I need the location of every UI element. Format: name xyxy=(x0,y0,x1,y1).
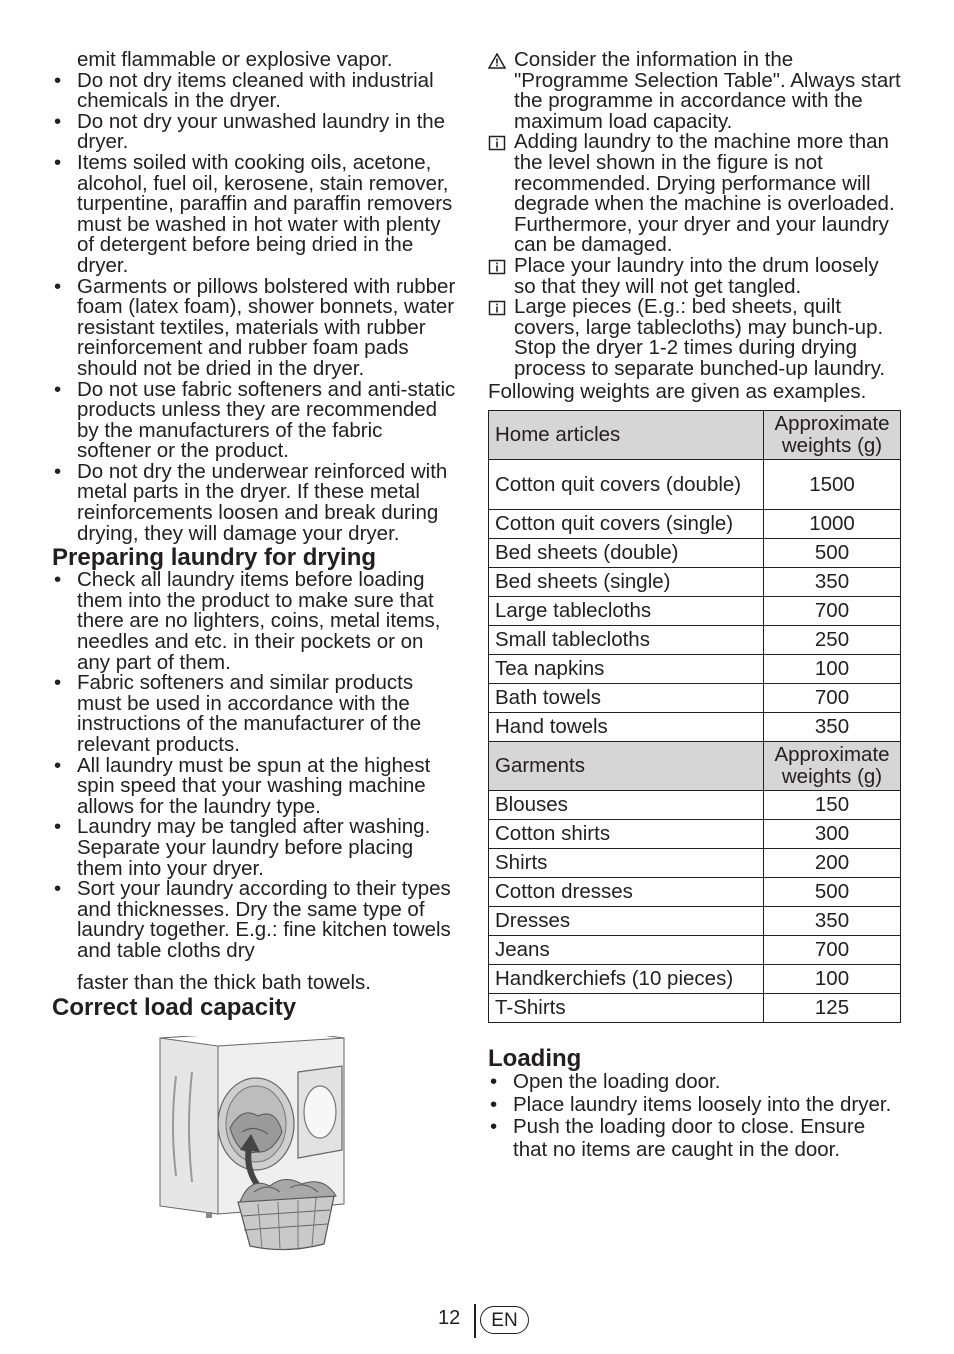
continued-text: emit flammable or explosive vapor. xyxy=(77,48,393,71)
table-row xyxy=(489,713,901,742)
table-row xyxy=(489,791,901,820)
table-cell: 700 xyxy=(764,597,901,626)
table-cell: 1500 xyxy=(764,460,901,510)
right-column xyxy=(488,50,902,1161)
note-info xyxy=(488,132,902,256)
heading-correct-load: Correct load capacity xyxy=(52,994,297,1022)
note-warning xyxy=(488,50,902,132)
table-cell: Bed sheets (single) xyxy=(489,568,764,597)
header-cell: Garments xyxy=(489,742,764,791)
table-cell: Jeans xyxy=(489,936,764,965)
list-item: • Open the loading door. xyxy=(488,1071,902,1094)
info-icon xyxy=(488,300,506,316)
table-row xyxy=(489,510,901,539)
table-cell: Cotton dresses xyxy=(489,878,764,907)
table-row xyxy=(489,684,901,713)
table-cell: 350 xyxy=(764,568,901,597)
table-cell: 500 xyxy=(764,539,901,568)
continued-text-2: faster than the thick bath towels. xyxy=(77,970,371,994)
header-cell: Approximate weights (g) xyxy=(764,411,901,460)
table-row xyxy=(489,460,901,510)
list-item: • Check all laundry items before loading them into the product to make sure that there are no lighters, coins, metal items, needles and etc. in their pockets or on any part of them. xyxy=(52,570,462,673)
header-cell: Home articles xyxy=(489,411,764,460)
table-row xyxy=(489,626,901,655)
table-cell: 300 xyxy=(764,820,901,849)
list-item: • Do not dry items cleaned with industrial chemicals in the dryer. xyxy=(52,71,462,112)
table-cell: Cotton shirts xyxy=(489,820,764,849)
table-row xyxy=(489,539,901,568)
table-header-row xyxy=(489,742,901,791)
table-row xyxy=(489,655,901,684)
table-cell: Large tablecloths xyxy=(489,597,764,626)
page-footer xyxy=(0,1304,954,1338)
note-text: Place your laundry into the drum loosely so that they will not get tangled. xyxy=(514,253,879,298)
table-cell: 700 xyxy=(764,936,901,965)
table-cell: 250 xyxy=(764,626,901,655)
table-cell: T-Shirts xyxy=(489,994,764,1023)
note-info xyxy=(488,253,902,298)
note-text: Large pieces (E.g.: bed sheets, quilt covers, large tablecloths) may bunch-up. Stop the dryer 1-2 times during drying process to separate bunched-up laundry. xyxy=(514,295,886,380)
table-cell: Handkerchiefs (10 pieces) xyxy=(489,965,764,994)
preparing-bullet-list xyxy=(52,570,462,961)
table-cell: Hand towels xyxy=(489,713,764,742)
table-row xyxy=(489,597,901,626)
info-icon xyxy=(488,135,506,151)
table-cell: Bed sheets (double) xyxy=(489,539,764,568)
table-cell: 100 xyxy=(764,655,901,684)
left-column xyxy=(52,50,462,1259)
loading-bullet-list xyxy=(488,1071,902,1161)
table-cell: 700 xyxy=(764,684,901,713)
table-cell: Cotton quit covers (single) xyxy=(489,510,764,539)
table-row xyxy=(489,907,901,936)
warning-icon xyxy=(488,53,506,69)
table-cell: 150 xyxy=(764,791,901,820)
list-item: • Items soiled with cooking oils, acetone, alcohol, fuel oil, kerosene, stain remover, turpentine, paraffin and paraffin removers must be washed in hot water with plenty of detergent before being dried in the dryer. xyxy=(52,153,462,277)
table-row xyxy=(489,849,901,878)
table-cell: Shirts xyxy=(489,849,764,878)
table-cell: Small tablecloths xyxy=(489,626,764,655)
table-row xyxy=(489,820,901,849)
list-item: • Place laundry items loosely into the dryer. xyxy=(488,1094,902,1117)
table-cell: Cotton quit covers (double) xyxy=(489,460,764,510)
table-row xyxy=(489,568,901,597)
table-cell: Bath towels xyxy=(489,684,764,713)
table-row xyxy=(489,936,901,965)
examples-text: Following weights are given as examples. xyxy=(488,379,867,403)
table-cell: 125 xyxy=(764,994,901,1023)
note-text: Consider the information in the "Programme Selection Table". Always start the programme in accordance with the maximum load capacity. xyxy=(514,48,901,133)
page-number: 12 xyxy=(438,1307,461,1329)
table-cell: Blouses xyxy=(489,791,764,820)
list-item: • Push the loading door to close. Ensure that no items are caught in the door. xyxy=(488,1116,902,1161)
table-cell: Dresses xyxy=(489,907,764,936)
table-row xyxy=(489,878,901,907)
info-icon xyxy=(488,259,506,275)
footer-divider xyxy=(474,1304,476,1338)
table-cell: 350 xyxy=(764,713,901,742)
table-cell: 100 xyxy=(764,965,901,994)
safety-bullet-list xyxy=(52,68,462,545)
note-info xyxy=(488,297,902,379)
table-cell: 200 xyxy=(764,849,901,878)
list-item: • Do not use fabric softeners and anti-static products unless they are recommended by the manufacturers of the fabric softener or the product. xyxy=(52,380,462,462)
list-item: • Garments or pillows bolstered with rubber foam (latex foam), shower bonnets, water resistant textiles, materials with rubber reinforcement and rubber foam pads should not be dried in the dryer. xyxy=(52,277,462,380)
table-cell: 500 xyxy=(764,878,901,907)
list-item: • All laundry must be spun at the highest spin speed that your washing machine allows for the laundry type. xyxy=(52,756,462,818)
list-item: • Do not dry the underwear reinforced with metal parts in the dryer. If these metal reinforcements loosen and break during drying, they will damage your dryer. xyxy=(52,462,462,544)
heading-preparing-laundry: Preparing laundry for drying xyxy=(52,544,377,572)
list-item: • Sort your laundry according to their types and thicknesses. Dry the same type of laundry together. E.g.: fine kitchen towels and table cloths dry xyxy=(52,879,462,961)
table-row xyxy=(489,965,901,994)
table-header-row xyxy=(489,411,901,460)
language-badge: EN xyxy=(480,1306,529,1334)
table-cell: Tea napkins xyxy=(489,655,764,684)
heading-loading: Loading xyxy=(488,1045,582,1073)
list-item: • Fabric softeners and similar products must be used in accordance with the instructions of the manufacturer of the relevant products. xyxy=(52,673,462,755)
list-item: • Laundry may be tangled after washing. Separate your laundry before placing them into your dryer. xyxy=(52,817,462,879)
table-cell: 350 xyxy=(764,907,901,936)
note-text: Adding laundry to the machine more than the level shown in the figure is not recommended. Drying performance will degrade when the machine is overloaded. Furthermore, your dryer and your laundry can be damaged. xyxy=(514,130,895,257)
header-cell: Approximate weights (g) xyxy=(764,742,901,791)
table-row xyxy=(489,994,901,1023)
table-cell: 1000 xyxy=(764,510,901,539)
list-item: • Do not dry your unwashed laundry in the dryer. xyxy=(52,112,462,153)
dryer-loading-illustration xyxy=(158,1036,358,1254)
weights-table xyxy=(488,410,901,1023)
